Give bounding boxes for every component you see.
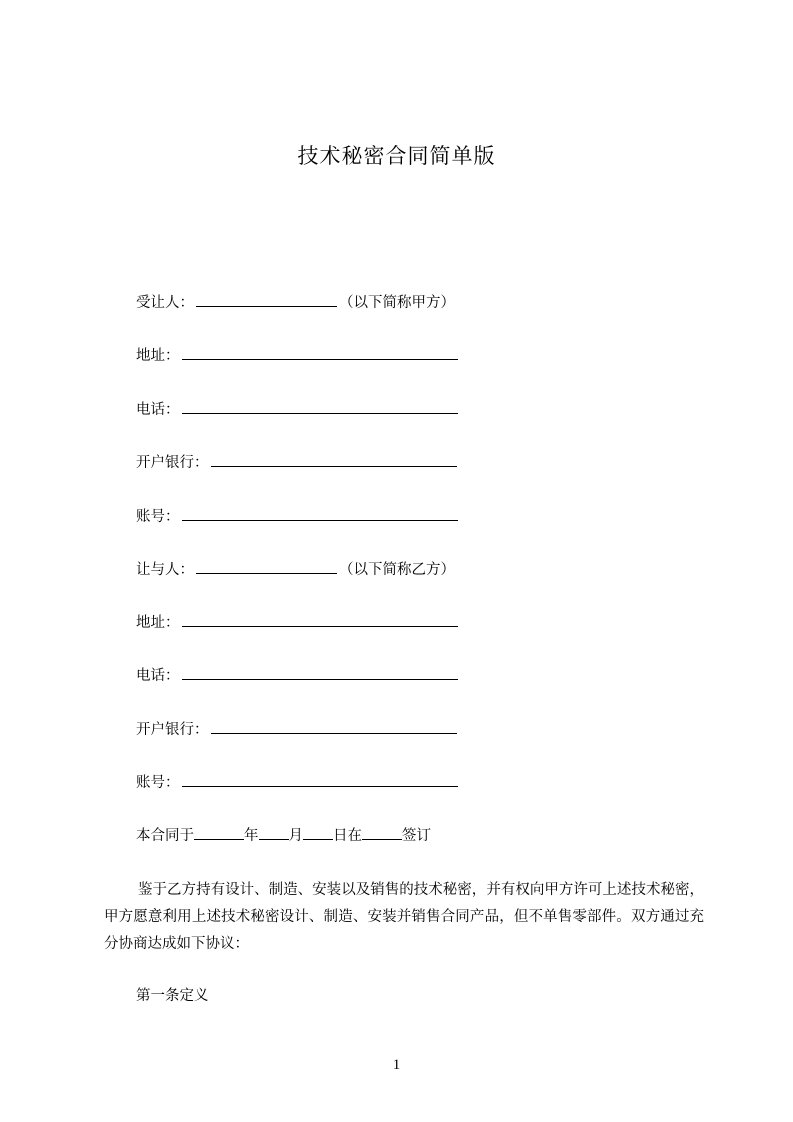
signing-place-blank[interactable]	[362, 822, 402, 840]
party-b-phone-blank[interactable]	[182, 662, 458, 680]
party-a-name-line	[136, 289, 455, 313]
party-a-phone-line	[136, 396, 460, 420]
preamble-paragraph	[104, 877, 704, 958]
party-b-bank-label: 开户银行：	[136, 722, 209, 738]
article-1-heading: 第一条定义	[136, 988, 209, 1004]
party-a-address-line	[136, 342, 460, 366]
preamble-text: 鉴于乙方持有设计、制造、安装以及销售的技术秘密，并有权向甲方许可上述技术秘密，甲方愿意利用上述技术秘密设计、制造、安装并销售合同产品，但不单售零部件。双方通过充分协商达成如下协议：	[104, 882, 704, 952]
party-a-bank-blank[interactable]	[211, 449, 457, 467]
signing-month-label: 月	[288, 828, 303, 844]
party-b-name-blank[interactable]	[196, 556, 337, 574]
party-a-name-label: 受让人：	[136, 295, 194, 311]
signing-day-label: 日在	[333, 828, 362, 844]
party-b-address-line	[136, 609, 460, 633]
party-a-name-blank[interactable]	[196, 289, 337, 307]
party-b-address-label: 地址：	[136, 615, 180, 631]
signing-month-blank[interactable]	[259, 822, 289, 840]
party-a-address-blank[interactable]	[182, 342, 458, 360]
signing-year-blank[interactable]	[194, 822, 244, 840]
party-b-name-line	[136, 556, 455, 580]
party-a-account-label: 账号：	[136, 509, 180, 525]
party-b-name-label: 让与人：	[136, 562, 194, 578]
party-b-name-suffix: （以下简称乙方）	[339, 562, 455, 578]
party-b-bank-line	[136, 716, 459, 740]
party-a-address-label: 地址：	[136, 348, 180, 364]
party-a-bank-label: 开户银行：	[136, 455, 209, 471]
signing-date-line	[136, 822, 431, 846]
party-b-account-label: 账号：	[136, 775, 180, 791]
party-b-phone-label: 电话：	[136, 668, 180, 684]
signing-prefix: 本合同于	[136, 828, 194, 844]
party-b-address-blank[interactable]	[182, 609, 458, 627]
party-b-bank-blank[interactable]	[211, 716, 457, 734]
signing-day-blank[interactable]	[303, 822, 333, 840]
signing-year-label: 年	[244, 828, 259, 844]
party-a-phone-blank[interactable]	[182, 396, 458, 414]
party-b-account-line	[136, 769, 460, 793]
page-number: 1	[392, 1057, 401, 1073]
party-a-bank-line	[136, 449, 459, 473]
party-b-account-blank[interactable]	[182, 769, 458, 787]
party-a-account-blank[interactable]	[182, 503, 458, 521]
signing-suffix: 签订	[402, 828, 431, 844]
party-a-phone-label: 电话：	[136, 402, 180, 418]
party-a-name-suffix: （以下简称甲方）	[339, 295, 455, 311]
party-b-phone-line	[136, 662, 460, 686]
party-a-account-line	[136, 503, 460, 527]
document-title: 技术秘密合同简单版	[297, 144, 496, 168]
